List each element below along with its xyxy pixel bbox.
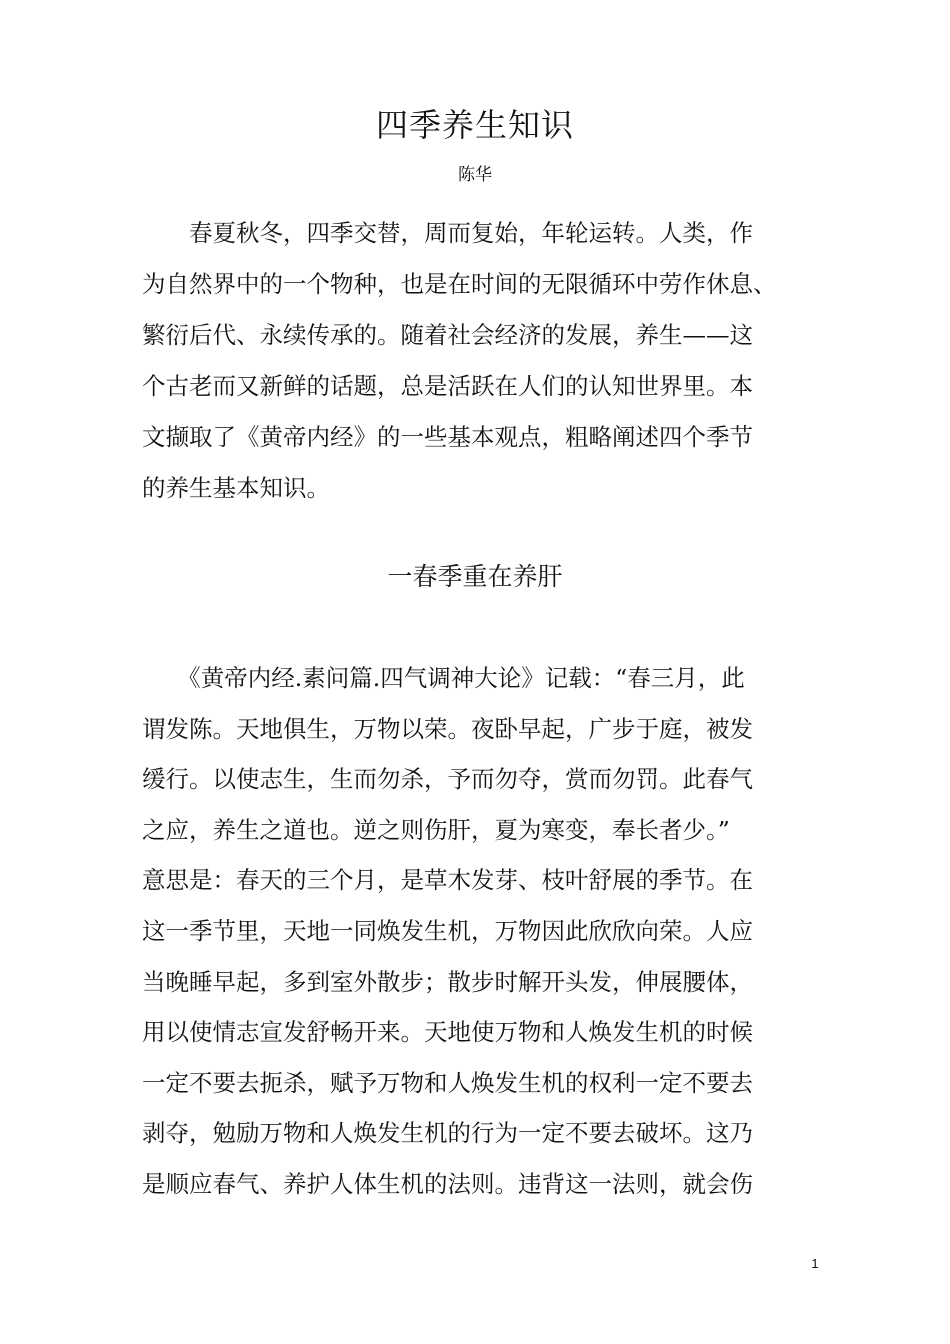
text-line: 文撷取了《黄帝内经》的一些基本观点，粗略阐述四个季节 bbox=[142, 423, 753, 451]
text-line: 意思是：春天的三个月，是草木发芽、枝叶舒展的季节。在 bbox=[142, 866, 753, 895]
text-line: 这一季节里，天地一同焕发生机，万物因此欣欣向荣。人应 bbox=[142, 916, 753, 945]
page-number: 1 bbox=[811, 1256, 819, 1271]
text-line: 为自然界中的一个物种，也是在时间的无限循环中劳作休息、 bbox=[142, 270, 777, 298]
text-line: 之应，养生之道也。逆之则伤肝，夏为寒变，奉长者少。” bbox=[142, 815, 730, 844]
section-heading: 一春季重在养肝 bbox=[387, 562, 563, 591]
text-line: 春夏秋冬，四季交替，周而复始，年轮运转。人类，作 bbox=[142, 219, 753, 247]
text-line: 是顺应春气、养护人体生机的法则。违背这一法则，就会伤 bbox=[142, 1169, 753, 1198]
text-line: 当晚睡早起，多到室外散步；散步时解开头发，伸展腰体， bbox=[142, 967, 753, 996]
text-line: 个古老而又新鲜的话题，总是活跃在人们的认知世界里。本 bbox=[142, 372, 753, 400]
text-line: 《黄帝内经.素问篇.四气调神大论》记载：“春三月，此 bbox=[142, 664, 745, 692]
text-line: 用以使情志宣发舒畅开来。天地使万物和人焕发生机的时候 bbox=[142, 1018, 753, 1047]
intro-paragraph bbox=[142, 208, 812, 514]
text-line: 一定不要去扼杀，赋予万物和人焕发生机的权利一定不要去 bbox=[142, 1068, 753, 1097]
text-line: 谓发陈。天地俱生，万物以荣。夜卧早起，广步于庭，被发 bbox=[142, 714, 753, 743]
text-line: 剥夺，勉励万物和人焕发生机的行为一定不要去破坏。这乃 bbox=[142, 1119, 753, 1148]
author-name: 陈华 bbox=[458, 165, 492, 185]
body-paragraph bbox=[142, 653, 832, 1210]
text-line: 缓行。以使志生，生而勿杀，予而勿夺，赏而勿罚。此春气 bbox=[142, 765, 753, 794]
text-line: 繁衍后代、永续传承的。随着社会经济的发展，养生——这 bbox=[142, 321, 753, 349]
document-title: 四季养生知识 bbox=[375, 106, 574, 144]
text-line: 的养生基本知识。 bbox=[142, 474, 330, 502]
